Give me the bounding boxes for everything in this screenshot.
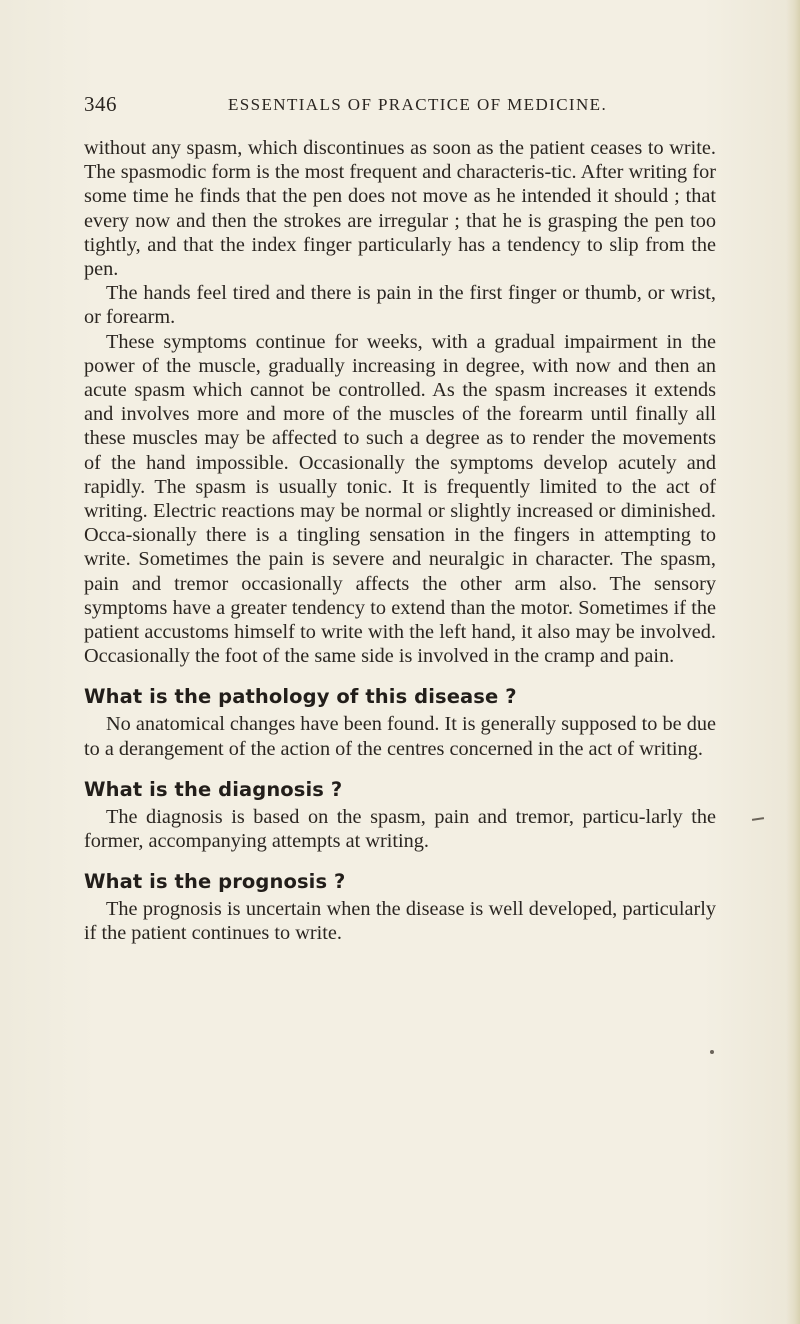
answer-prognosis: The prognosis is uncertain when the disease is well developed, particularly if the patient continues to write. xyxy=(84,898,716,945)
margin-mark xyxy=(752,817,764,821)
question-pathology: What is the pathology of this disease ? xyxy=(84,685,517,709)
answer-diagnosis: The diagnosis is based on the spasm, pain and tremor, particu-larly the former, accompanying attempts at writing. xyxy=(84,805,716,853)
page-header xyxy=(84,92,724,122)
paragraph-symptoms-3: These symptoms continue for weeks, with a gradual impairment in the power of the muscle, gradually increasing in degree, with now and then an acute spasm which cannot be controlled. As the spasm increases it extends and involves more and more of the muscles of the forearm until finally all these muscles may be affected to such a degree as to render the movements of the hand impossible. Occasionally the symptoms develop acutely and rapidly. The spasm is usually tonic. It is frequently limited to the act of writing. Electric reactions may be normal or slightly increased or diminished. Occa-sionally there is a tingling sensation in the fingers in attempting to write. Sometimes the pain is severe and neuralgic in character. The spasm, pain and tremor occasionally affects the other arm also. The sensory symptoms have a greater tendency to extend than the motor. Sometimes if the patient accustoms himself to write with the left hand, it also may be involved. Occasionally the foot of the same side is involved in the cramp and pain. xyxy=(84,330,716,668)
page-number: 346 xyxy=(84,92,117,116)
page-body xyxy=(84,136,716,946)
page-edge-shadow xyxy=(786,0,800,1324)
running-title: ESSENTIALS OF PRACTICE OF MEDICINE. xyxy=(228,95,608,114)
paragraph-symptoms-2: The hands feel tired and there is pain in the first finger or thumb, or wrist, or forearm. xyxy=(84,282,716,329)
question-diagnosis: What is the diagnosis ? xyxy=(84,777,343,801)
paragraph-symptoms-1: without any spasm, which discontinues as soon as the patient ceases to write. The spasmodic form is the most frequent and characteris-tic. After writing for some time he finds that the pen does not move as he intended it should ; that every now and then the strokes are irregular ; that he is grasping the pen too tightly, and that the index finger particularly has a tendency to slip from the pen. xyxy=(84,137,716,281)
ink-speck xyxy=(710,1050,714,1054)
answer-pathology: No anatomical changes have been found. It is generally supposed to be due to a derangement of the action of the centres concerned in the act of writing. xyxy=(84,713,716,760)
question-prognosis: What is the prognosis ? xyxy=(84,870,346,894)
